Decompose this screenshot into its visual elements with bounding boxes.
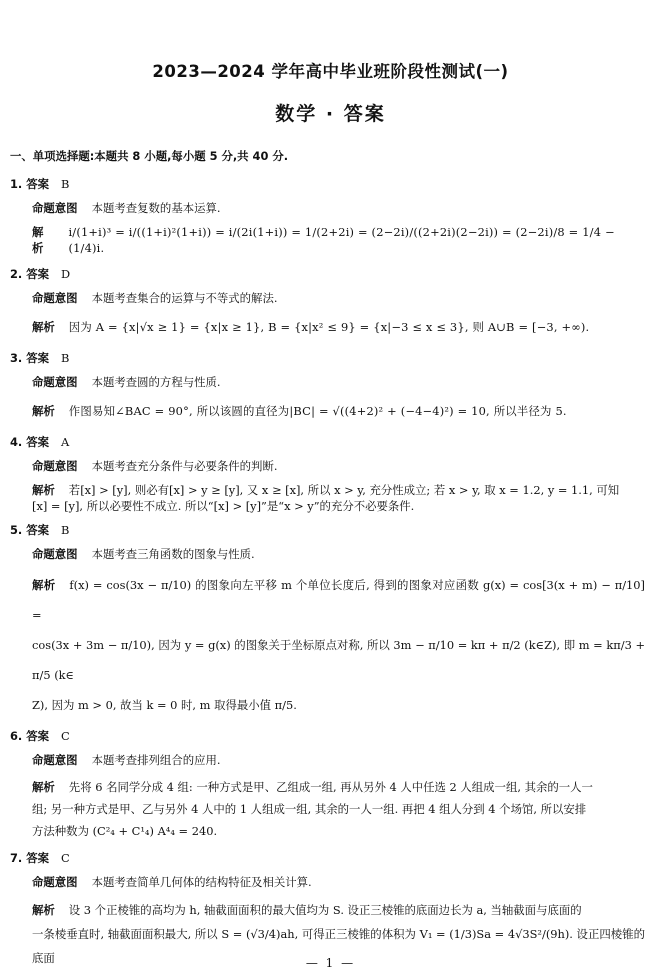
intent-label: 命题意图 xyxy=(32,291,78,305)
intent-text: 本题考查充分条件与必要条件的判断. xyxy=(91,459,278,473)
answer-line xyxy=(10,176,645,192)
intent-label: 命题意图 xyxy=(32,547,78,561)
answer-value: A xyxy=(61,435,70,449)
intent-label: 命题意图 xyxy=(32,201,78,215)
analysis-text: 先将 6 名同学分成 4 组: 一种方式是甲、乙组成一组, 再从另外 4 人中任选 2 人组成一组, 其余的一人一 xyxy=(68,780,593,794)
answer-label: 6. 答案 xyxy=(10,729,49,743)
answer-line xyxy=(10,434,645,450)
analysis-text: 因为 A = {x|√x ≥ 1} = {x|x ≥ 1}, B = {x|x² ≤ 9} = {x|−3 ≤ x ≤ 3}, 则 A∪B = [−3, +∞). xyxy=(68,320,590,334)
intent-row xyxy=(10,374,645,390)
analysis-row xyxy=(10,224,645,256)
analysis-text: 设 3 个正棱锥的高均为 h, 轴截面面积的最大值均为 S. 设正三棱锥的底面边长为 a, 当轴截面与底面的 xyxy=(68,903,582,917)
intent-row xyxy=(10,752,645,768)
analysis-text-continued: 一条棱垂直时, 轴截面面积最大, 所以 S = (√3/4)ah, 可得正三棱锥的体积为 V₁ = (1/3)Sa = 4√3S²/(9h). 设正四棱锥的底面 xyxy=(32,927,645,965)
answer-content xyxy=(10,148,645,978)
analysis-label: 解析 xyxy=(32,225,44,255)
analysis-text: f(x) = cos(3x − π/10) 的图象向左平移 m 个单位长度后, 得到的图象对应函数 g(x) = cos[3(x + m) − π/10] = xyxy=(32,578,645,622)
intent-row xyxy=(10,546,645,562)
analysis-row xyxy=(10,482,645,514)
intent-label: 命题意图 xyxy=(32,753,78,767)
question-4 xyxy=(10,434,645,514)
answer-label: 3. 答案 xyxy=(10,351,49,365)
analysis-text: i/(1+i)³ = i/((1+i)²(1+i)) = i/(2i(1+i)) = 1/(2+2i) = (2−2i)/((2+2i)(2−2i)) = (2−2i)/8 = 1/4 − (1/4)i. xyxy=(68,225,615,255)
intent-label: 命题意图 xyxy=(32,459,78,473)
answer-line xyxy=(10,266,645,282)
section-header: 一、单项选择题:本题共 8 小题,每小题 5 分,共 40 分. xyxy=(10,149,289,163)
answer-value: B xyxy=(61,523,70,537)
analysis-row xyxy=(10,570,645,720)
analysis-row xyxy=(10,776,645,842)
analysis-label: 解析 xyxy=(32,578,56,592)
page-subtitle: 数学 · 答案 xyxy=(275,103,386,125)
analysis-label: 解析 xyxy=(32,780,55,794)
intent-text: 本题考查简单几何体的结构特征及相关计算. xyxy=(91,875,312,889)
page-title: 2023—2024 学年高中毕业班阶段性测试(一) xyxy=(152,62,509,81)
question-5 xyxy=(10,522,645,720)
question-2 xyxy=(10,266,645,340)
answer-value: B xyxy=(61,351,70,365)
answer-line xyxy=(10,522,645,538)
intent-text: 本题考查复数的基本运算. xyxy=(91,201,221,215)
question-7 xyxy=(10,850,645,970)
analysis-text-continued: cos(3x + 3m − π/10), 因为 y = g(x) 的图象关于坐标原点对称, 所以 3m − π/10 = kπ + π/2 (k∈Z), 即 m = kπ/3 + π/5 (k∈ xyxy=(32,638,645,682)
intent-row xyxy=(10,874,645,890)
question-1 xyxy=(10,176,645,256)
intent-row xyxy=(10,290,645,306)
analysis-row xyxy=(10,314,645,340)
intent-label: 命题意图 xyxy=(32,375,78,389)
answer-label: 1. 答案 xyxy=(10,177,49,191)
analysis-label: 解析 xyxy=(32,903,55,917)
page-number: — 1 — xyxy=(305,956,356,970)
analysis-text-continued-2: Z), 因为 m > 0, 故当 k = 0 时, m 取得最小值 π/5. xyxy=(32,698,297,712)
intent-text: 本题考查排列组合的应用. xyxy=(91,753,221,767)
answer-value: C xyxy=(61,851,70,865)
answer-label: 5. 答案 xyxy=(10,523,49,537)
analysis-label: 解析 xyxy=(32,320,55,334)
question-6 xyxy=(10,728,645,842)
intent-text: 本题考查集合的运算与不等式的解法. xyxy=(91,291,278,305)
analysis-row xyxy=(10,398,645,424)
answer-label: 7. 答案 xyxy=(10,851,49,865)
intent-text: 本题考查三角函数的图象与性质. xyxy=(91,547,255,561)
answer-line xyxy=(10,350,645,366)
analysis-text: 作图易知∠BAC = 90°, 所以该圆的直径为|BC| = √((4+2)² + (−4−4)²) = 10, 所以半径为 5. xyxy=(68,404,567,418)
answer-value: C xyxy=(61,729,70,743)
analysis-label: 解析 xyxy=(32,483,55,497)
analysis-text-continued: 组; 另一种方式是甲、乙与另外 4 人中的 1 人组成一组, 其余的一人一组. 再把 4 组人分到 4 个场馆, 所以安排 xyxy=(32,802,587,816)
intent-label: 命题意图 xyxy=(32,875,78,889)
question-3 xyxy=(10,350,645,424)
answer-line xyxy=(10,850,645,866)
answer-line xyxy=(10,728,645,744)
answer-label: 4. 答案 xyxy=(10,435,49,449)
intent-text: 本题考查圆的方程与性质. xyxy=(91,375,221,389)
answer-label: 2. 答案 xyxy=(10,267,49,281)
intent-row xyxy=(10,200,645,216)
analysis-text-continued-2: 方法种数为 (C²₄ + C¹₄) A⁴₄ = 240. xyxy=(32,824,218,838)
answer-value: B xyxy=(61,177,70,191)
answer-value: D xyxy=(61,267,71,281)
intent-row xyxy=(10,458,645,474)
analysis-text: 若[x] > [y], 则必有[x] > y ≥ [y], 又 x ≥ [x], 所以 x > y, 充分性成立; 若 x > y, 取 x = 1.2, y = 1.1, 可知 xyxy=(68,483,620,497)
analysis-label: 解析 xyxy=(32,404,55,418)
analysis-text-continued: [x] = [y], 所以必要性不成立. 所以“[x] > [y]”是“x > y”的充分不必要条件. xyxy=(32,499,415,513)
